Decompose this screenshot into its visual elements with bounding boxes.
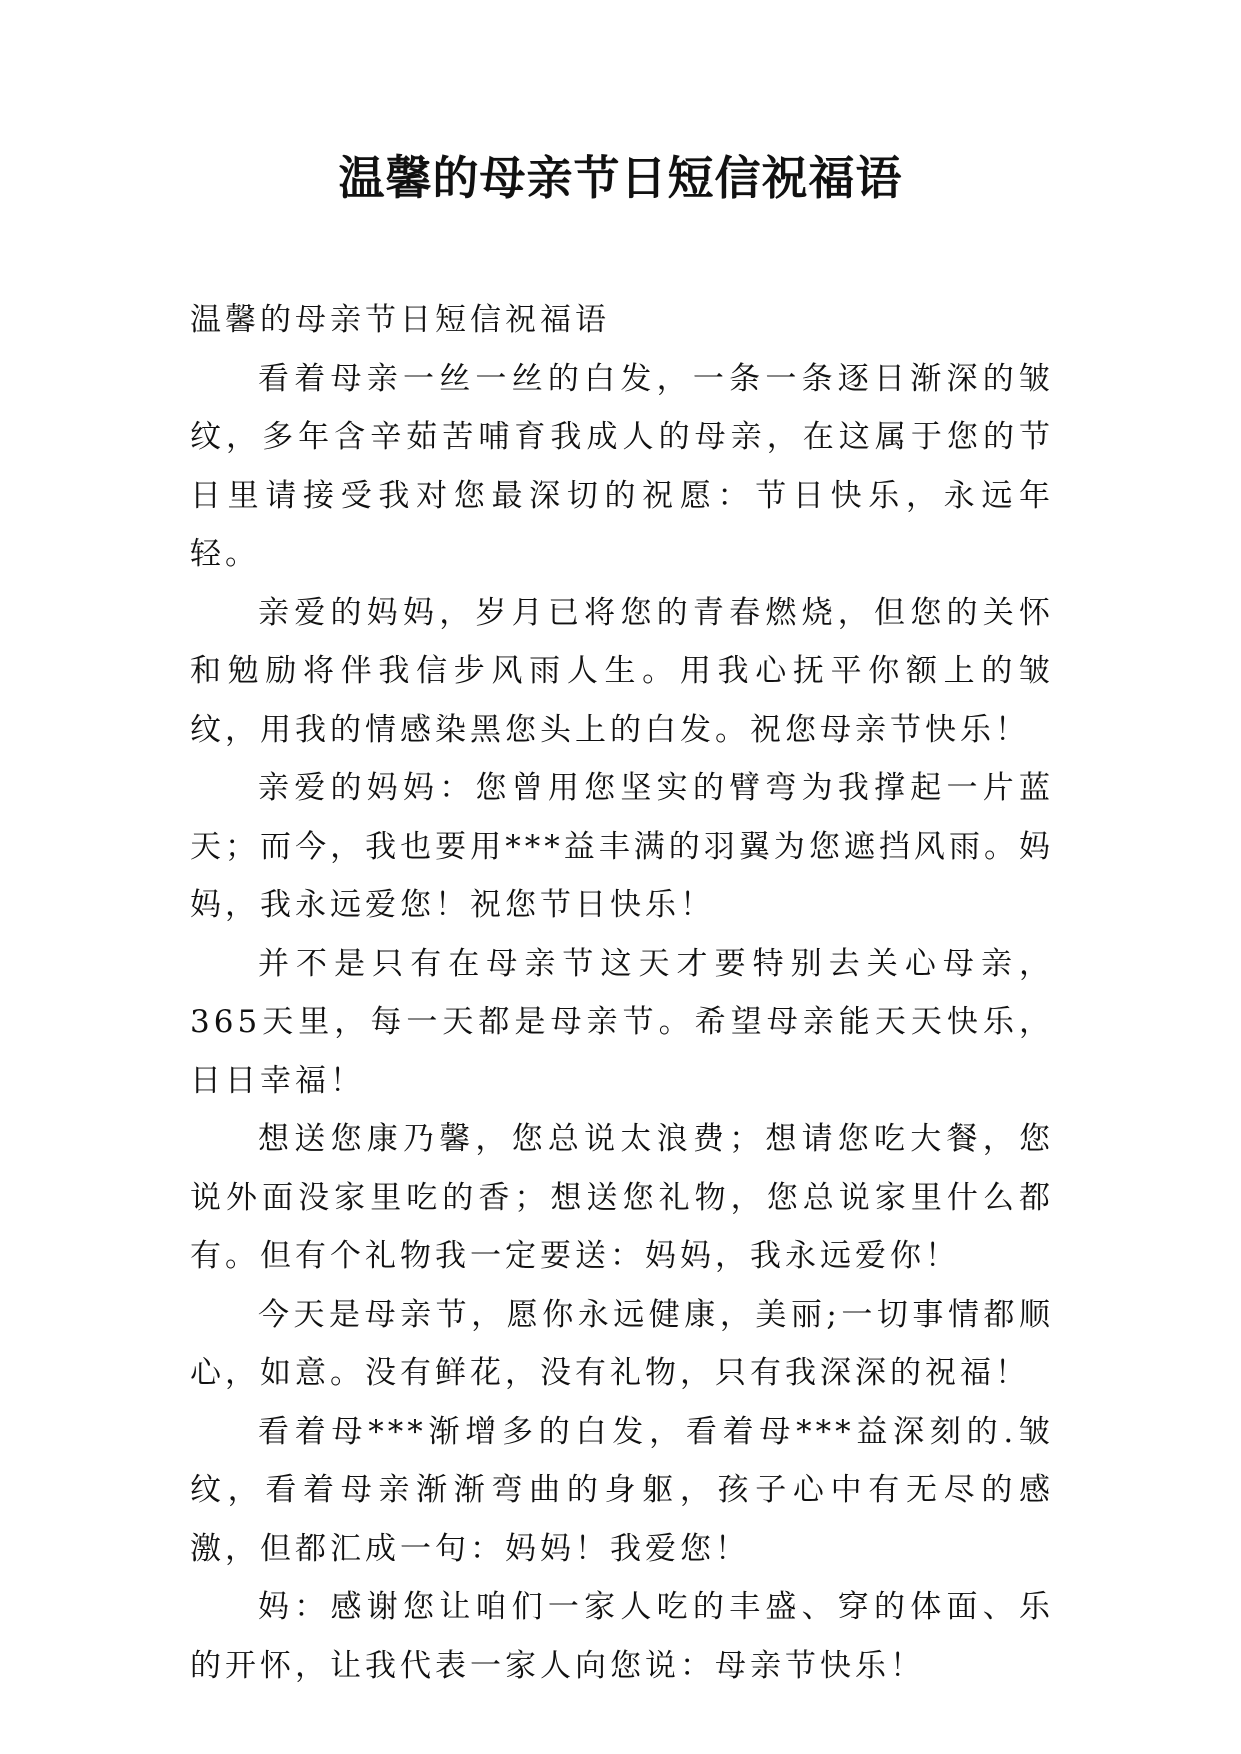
paragraph-6: 今天是母亲节，愿你永远健康，美丽;一切事情都顺心，如意。没有鲜花，没有礼物，只有我深深的祝福！: [190, 1296, 1054, 1391]
document-body: [190, 291, 1054, 1695]
paragraph-1: 看着母亲一丝一丝的白发，一条一条逐日渐深的皱纹，多年含辛茹苦哺育我成人的母亲，在这属于您的节日里请接受我对您最深切的祝愿：节日快乐，永远年轻。: [190, 360, 1054, 572]
paragraph-3: 亲爱的妈妈：您曾用您坚实的臂弯为我撑起一片蓝天；而今，我也要用***益丰满的羽翼为您遮挡风雨。妈妈，我永远爱您！祝您节日快乐！: [190, 770, 1054, 923]
paragraph-7: 看着母***渐增多的白发，看着母***益深刻的.皱纹，看着母亲渐渐弯曲的身躯，孩子心中有无尽的感激，但都汇成一句：妈妈！我爱您！: [190, 1413, 1054, 1567]
paragraph-2: 亲爱的妈妈，岁月已将您的青春燃烧，但您的关怀和勉励将伴我信步风雨人生。用我心抚平你额上的皱纹，用我的情感染黑您头上的白发。祝您母亲节快乐！: [190, 594, 1054, 748]
document-subtitle: 温馨的母亲节日短信祝福语: [190, 302, 610, 338]
paragraph-8: 妈：感谢您让咱们一家人吃的丰盛、穿的体面、乐的开怀，让我代表一家人向您说：母亲节快乐！: [190, 1589, 1054, 1684]
paragraph-5: 想送您康乃馨，您总说太浪费；想请您吃大餐，您说外面没家里吃的香；想送您礼物，您总说家里什么都有。但有个礼物我一定要送：妈妈，我永远爱你！: [190, 1121, 1054, 1274]
paragraph-4: 并不是只有在母亲节这天才要特别去关心母亲，365天里，每一天都是母亲节。希望母亲能天天快乐，日日幸福！: [190, 945, 1054, 1099]
document-title: 温馨的母亲节日短信祝福语: [338, 151, 903, 205]
